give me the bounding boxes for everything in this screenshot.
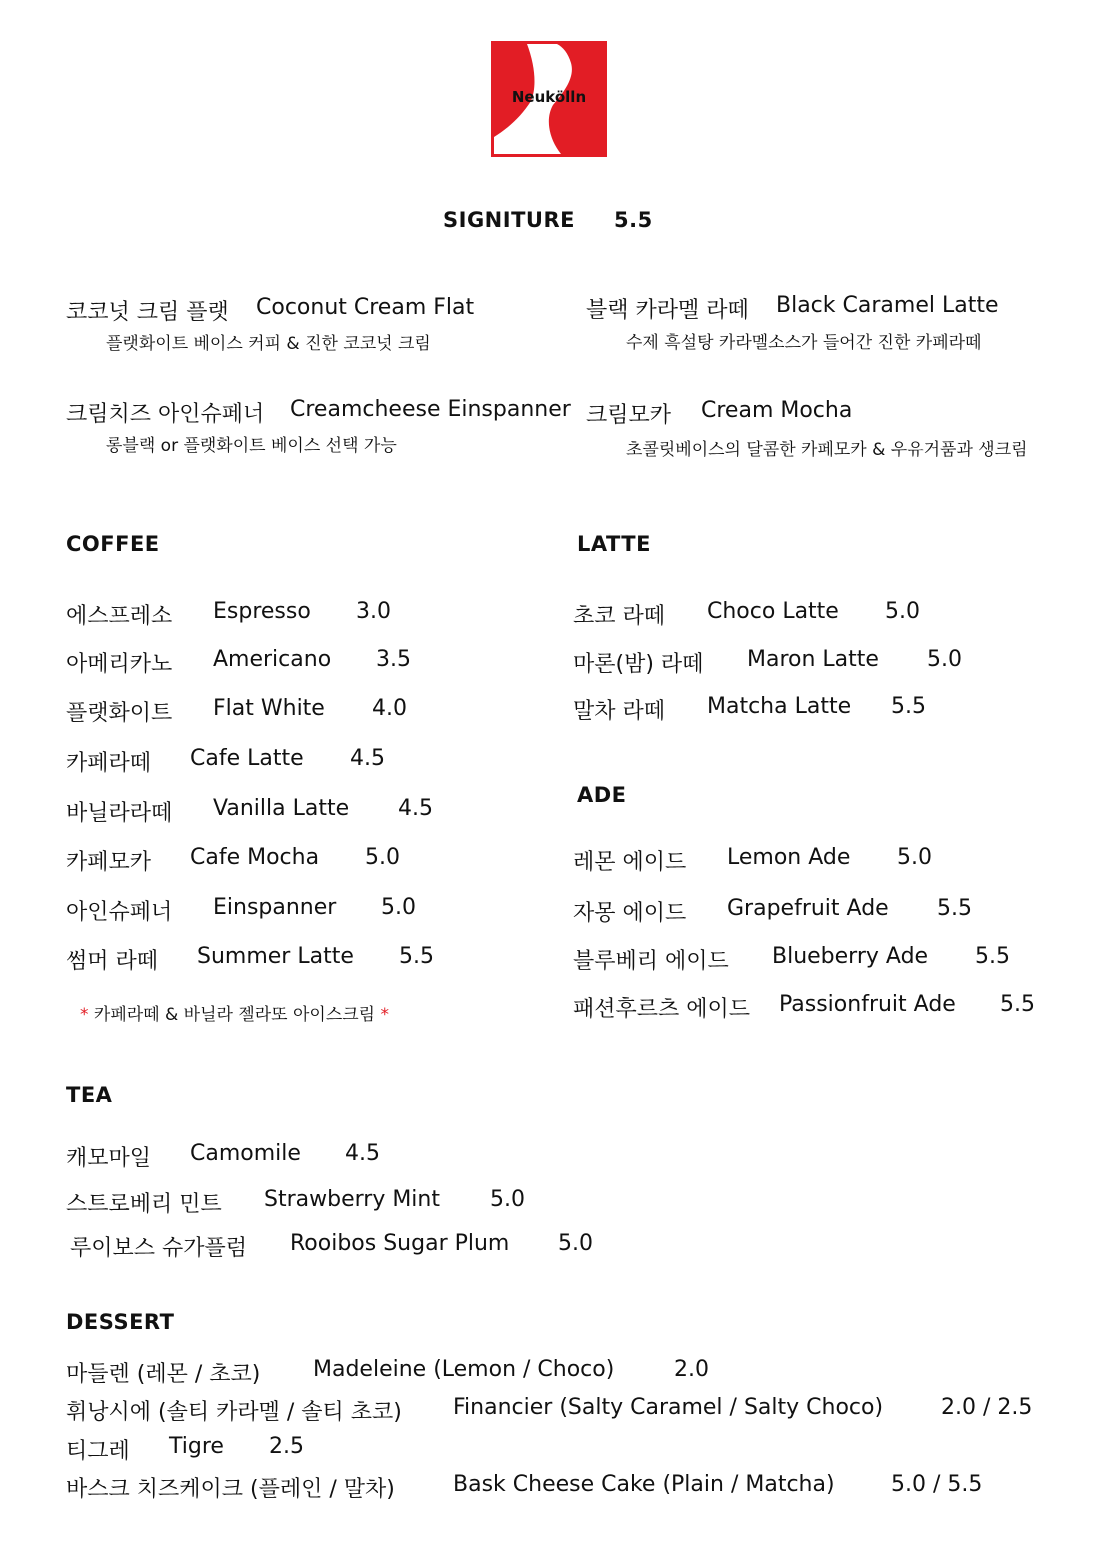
ade-item-price: 5.5 [1000,992,1035,1017]
dessert-item-ko: 마들렌 (레몬 / 초코) [66,1362,261,1387]
tea-item-en: Strawberry Mint [264,1187,440,1212]
coffee-item-ko: 아메리카노 [66,652,173,677]
ade-item-ko: 레몬 에이드 [573,850,687,875]
signature-item-ko: 크림모카 [586,403,672,428]
ade-item-en: Grapefruit Ade [727,896,889,921]
tea-item-ko: 스트로베리 민트 [66,1192,222,1217]
coffee-item-ko: 에스프레소 [66,604,173,629]
coffee-item-ko: 카페라떼 [66,751,152,776]
tea-item-en: Rooibos Sugar Plum [290,1231,510,1256]
logo-wordmark: Neukölln [511,88,587,106]
signature-item-en: Creamcheese Einspanner [290,397,571,422]
signature-item-ko: 크림치즈 아인슈페너 [66,402,265,427]
latte-item-price: 5.5 [891,694,926,719]
footnote-star-right: * [380,1005,390,1025]
tea-heading: TEA [66,1083,113,1107]
coffee-item-ko: 썸머 라떼 [66,949,159,974]
signature-item-ko: 코코넛 크림 플랫 [66,300,229,325]
ade-item-ko: 블루베리 에이드 [573,949,729,974]
tea-item-price: 4.5 [345,1141,380,1166]
ade-item-price: 5.5 [937,896,972,921]
dessert-item-en: Tigre [169,1434,224,1459]
dessert-item-price: 2.0 / 2.5 [941,1395,1033,1420]
ade-item-ko: 패션후르츠 에이드 [573,997,751,1022]
dessert-item-en: Bask Cheese Cake (Plain / Matcha) [453,1472,835,1497]
coffee-item-price: 5.0 [381,895,416,920]
coffee-heading: COFFEE [66,532,160,556]
coffee-item-en: Espresso [213,599,311,624]
coffee-item-en: Flat White [213,696,325,721]
tea-item-price: 5.0 [490,1187,525,1212]
signature-heading: SIGNITURE [443,208,575,232]
coffee-item-price: 4.0 [372,696,407,721]
dessert-item-en: Financier (Salty Caramel / Salty Choco) [453,1395,884,1420]
coffee-item-price: 3.0 [356,599,391,624]
ade-item-price: 5.5 [975,944,1010,969]
signature-price: 5.5 [614,208,653,232]
footnote-text: 카페라떼 & 바닐라 젤라또 아이스크림 [93,1005,376,1025]
coffee-footnote [80,1000,389,1025]
signature-item-en: Coconut Cream Flat [256,295,475,320]
tea-item-ko: 루이보스 슈가플럼 [70,1236,248,1261]
dessert-item-ko: 휘낭시에 (솔티 카라멜 / 솔티 초코) [66,1400,402,1425]
dessert-item-en: Madeleine (Lemon / Choco) [313,1357,615,1382]
tea-item-ko: 캐모마일 [66,1146,152,1171]
ade-item-en: Blueberry Ade [772,944,929,969]
latte-item-ko: 마론(밤) 라떼 [573,652,704,677]
signature-item-desc: 초콜릿베이스의 달콤한 카페모카 & 우유거품과 생크림 [626,440,1028,460]
coffee-item-price: 3.5 [376,647,411,672]
coffee-item-ko: 아인슈페너 [66,900,173,925]
tea-item-price: 5.0 [558,1231,593,1256]
brand-logo [491,41,607,157]
dessert-item-price: 2.5 [269,1434,304,1459]
dessert-item-price: 2.0 [674,1357,709,1382]
latte-item-en: Choco Latte [707,599,839,624]
signature-item-en: Black Caramel Latte [776,293,999,318]
latte-item-en: Maron Latte [747,647,879,672]
coffee-item-ko: 바닐라라떼 [66,801,173,826]
signature-item-desc: 플랫화이트 베이스 커피 & 진한 코코넛 크림 [106,334,431,354]
signature-item-en: Cream Mocha [701,398,853,423]
latte-item-price: 5.0 [927,647,962,672]
ade-item-ko: 자몽 에이드 [573,901,687,926]
coffee-item-en: Summer Latte [197,944,354,969]
latte-item-price: 5.0 [885,599,920,624]
coffee-item-ko: 카페모카 [66,850,152,875]
coffee-item-en: Cafe Mocha [190,845,320,870]
coffee-item-en: Einspanner [213,895,337,920]
ade-item-en: Lemon Ade [727,845,851,870]
footnote-star-left: * [80,1005,89,1025]
latte-item-en: Matcha Latte [707,694,852,719]
dessert-heading: DESSERT [66,1310,175,1334]
latte-item-ko: 초코 라떼 [573,604,666,629]
coffee-item-price: 4.5 [350,746,385,771]
latte-item-ko: 말차 라떼 [573,699,666,724]
coffee-item-en: Americano [213,647,332,672]
signature-item-desc: 롱블랙 or 플랫화이트 베이스 선택 가능 [106,436,397,456]
dessert-item-ko: 티그레 [66,1439,130,1464]
dessert-item-price: 5.0 / 5.5 [891,1472,983,1497]
coffee-item-en: Cafe Latte [190,746,304,771]
ade-item-price: 5.0 [897,845,932,870]
tea-item-en: Camomile [190,1141,301,1166]
coffee-item-en: Vanilla Latte [213,796,350,821]
coffee-item-price: 5.5 [399,944,434,969]
ade-item-en: Passionfruit Ade [779,992,956,1017]
coffee-item-price: 5.0 [365,845,400,870]
signature-item-desc: 수제 흑설탕 카라멜소스가 들어간 진한 카페라떼 [626,333,982,353]
coffee-item-ko: 플랫화이트 [66,701,173,726]
latte-heading: LATTE [577,532,651,556]
dessert-item-ko: 바스크 치즈케이크 (플레인 / 말차) [66,1477,395,1502]
ade-heading: ADE [577,783,627,807]
coffee-item-price: 4.5 [398,796,433,821]
signature-item-ko: 블랙 카라멜 라떼 [586,298,749,323]
